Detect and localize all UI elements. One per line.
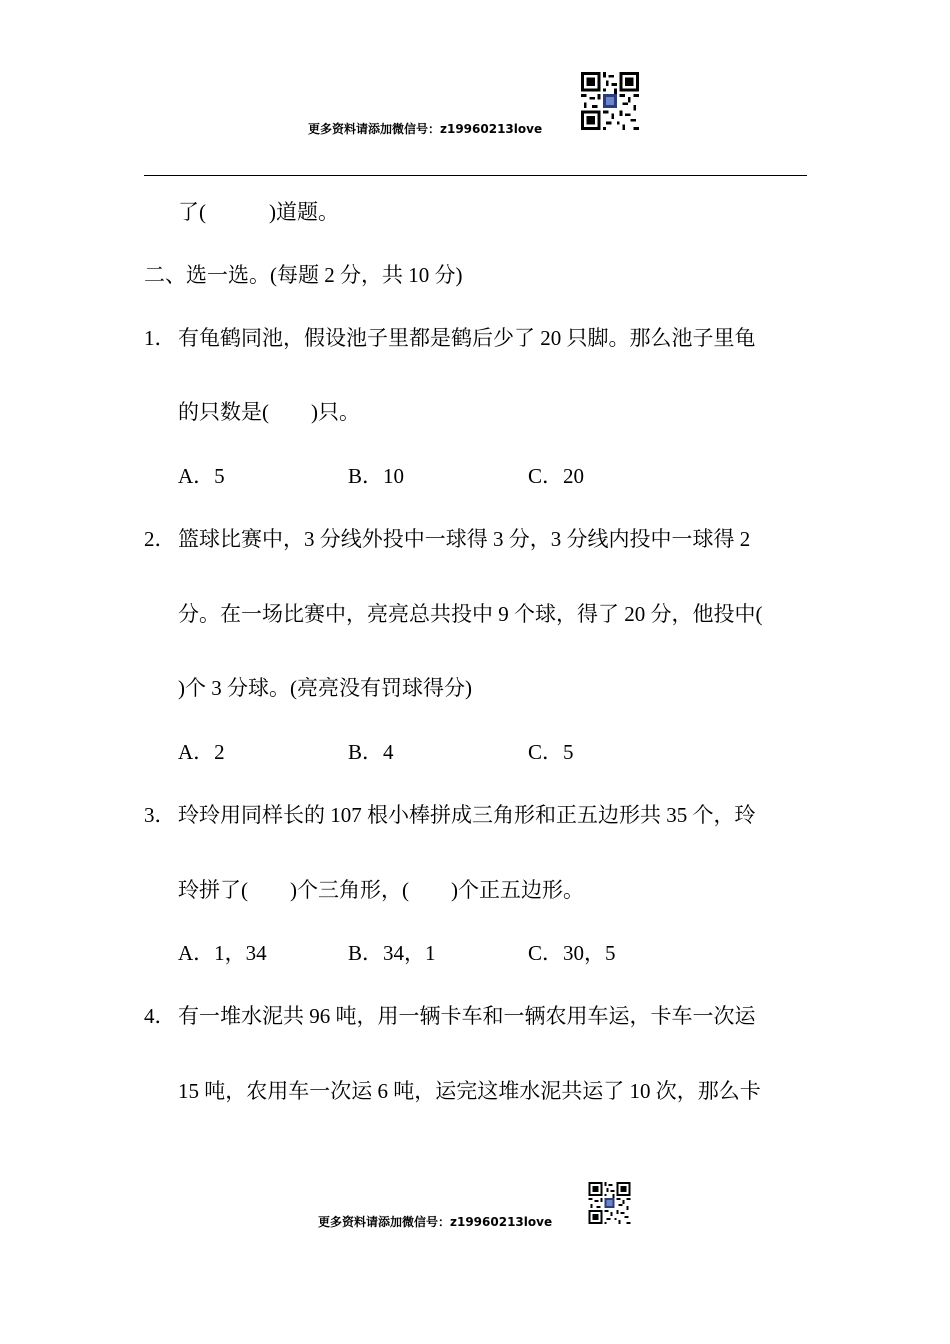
option-b[interactable]: B．4 bbox=[348, 740, 394, 764]
option-a[interactable]: A．5 bbox=[178, 464, 225, 488]
question-text-line: 有一堆水泥共 96 吨，用一辆卡车和一辆农用车运，卡车一次运 bbox=[178, 1004, 756, 1028]
question-number: 2． bbox=[144, 527, 176, 551]
qr-code-icon bbox=[588, 1182, 631, 1224]
question-text-line: 篮球比赛中，3 分线外投中一球得 3 分，3 分线内投中一球得 2 bbox=[178, 527, 751, 551]
question-text-line: 分。在一场比赛中，亮亮总共投中 9 个球，得了 20 分，他投中( bbox=[178, 602, 763, 626]
option-c[interactable]: C．30，5 bbox=[528, 941, 616, 965]
qr-code-icon bbox=[580, 72, 640, 130]
question-text-line: 的只数是( )只。 bbox=[178, 400, 360, 424]
footer-promo-text: 更多资料请添加微信号：z19960213love bbox=[318, 1215, 553, 1229]
option-c[interactable]: C．5 bbox=[528, 740, 574, 764]
option-b[interactable]: B．34，1 bbox=[348, 941, 436, 965]
question-text-line: 有龟鹤同池，假设池子里都是鹤后少了 20 只脚。那么池子里龟 bbox=[178, 326, 756, 350]
header-promo-text: 更多资料请添加微信号：z19960213love bbox=[308, 122, 543, 136]
option-a[interactable]: A．1，34 bbox=[178, 941, 267, 965]
option-c[interactable]: C．20 bbox=[528, 464, 585, 488]
question-text-line: 玲拼了( )个三角形，( )个正五边形。 bbox=[178, 878, 584, 902]
question-number: 4． bbox=[144, 1004, 176, 1028]
question-text-line: )个 3 分球。(亮亮没有罚球得分) bbox=[178, 676, 472, 700]
question-text-line: 15 吨，农用车一次运 6 吨，运完这堆水泥共运了 10 次，那么卡 bbox=[178, 1079, 761, 1103]
question-number: 3． bbox=[144, 803, 176, 827]
question-text-line: 玲玲用同样长的 107 根小棒拼成三角形和正五边形共 35 个，玲 bbox=[178, 803, 756, 827]
section-title: 二、选一选。(每题 2 分，共 10 分) bbox=[144, 263, 463, 287]
continuation-line: 了( )道题。 bbox=[178, 200, 339, 224]
option-b[interactable]: B．10 bbox=[348, 464, 405, 488]
question-number: 1． bbox=[144, 326, 176, 350]
header-divider bbox=[144, 175, 807, 176]
option-a[interactable]: A．2 bbox=[178, 740, 225, 764]
